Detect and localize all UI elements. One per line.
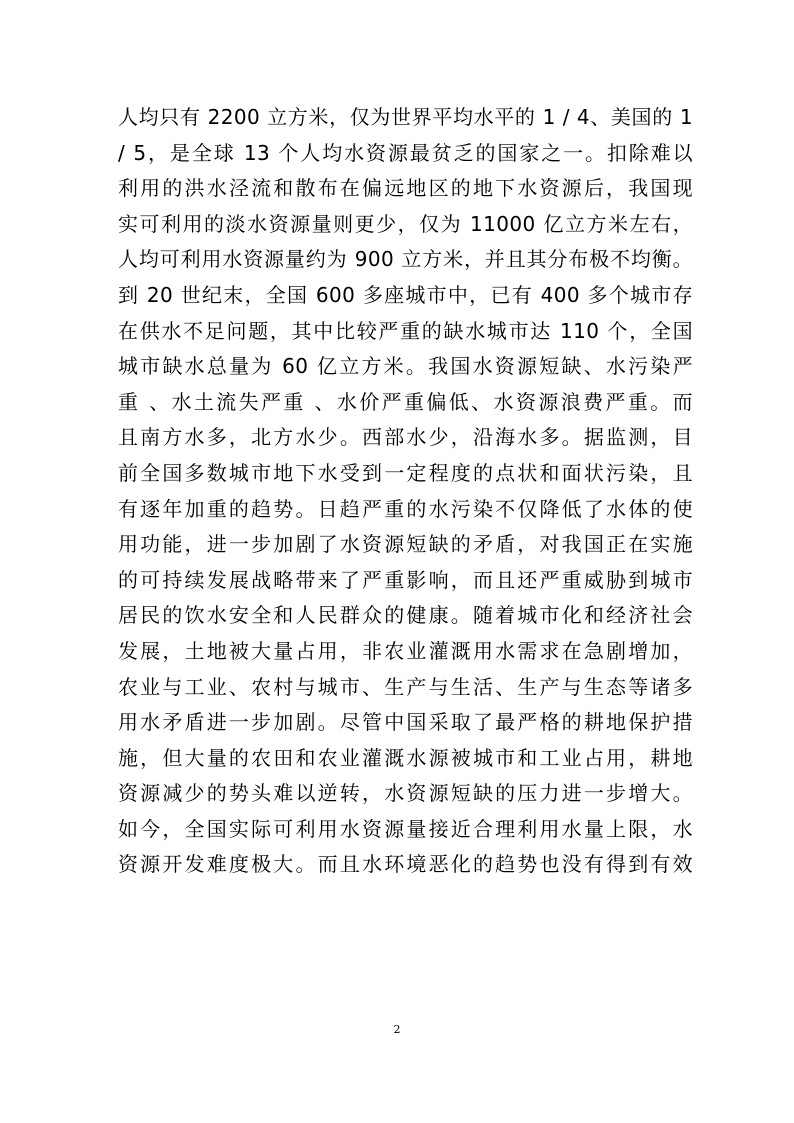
text-line: 人均只有 2200 立方米，仅为世界平均水平的 1 / 4、美国的 1	[118, 105, 693, 129]
text-line: 农业与工业、农村与城市、生产与生活、生产与生态等诸多	[118, 674, 693, 699]
text-line: 发展，土地被大量占用，非农业灌溉用水需求在急剧增加，	[118, 638, 693, 663]
text-line: 且南方水多，北方水少。西部水少，沿海水多。据监测，目	[118, 425, 693, 450]
text-line: 的可持续发展战略带来了严重影响，而且还严重威胁到城市	[118, 567, 693, 592]
page-number: 2	[393, 1023, 401, 1036]
text-line: 用功能，进一步加剧了水资源短缺的矛盾，对我国正在实施	[118, 532, 693, 557]
text-line: 资源开发难度极大。而且水环境恶化的趋势也没有得到有效	[118, 852, 693, 877]
text-line: 施，但大量的农田和农业灌溉水源被城市和工业占用，耕地	[118, 745, 693, 770]
text-line: 如今，全国实际可利用水资源量接近合理利用水量上限，水	[118, 816, 693, 841]
text-line: 有逐年加重的趋势。日趋严重的水污染不仅降低了水体的使	[118, 496, 693, 521]
text-line: 前全国多数城市地下水受到一定程度的点状和面状污染，且	[118, 460, 693, 485]
text-line: 重 、水土流失严重 、水价严重偏低、水资源浪费严重。而	[118, 389, 693, 414]
text-line: 城市缺水总量为 60 亿立方米。我国水资源短缺、水污染严	[118, 354, 693, 379]
body-text	[118, 100, 693, 883]
text-line: 居民的饮水安全和人民群众的健康。随着城市化和经济社会	[118, 603, 693, 628]
text-line: 到 20 世纪末，全国 600 多座城市中，已有 400 多个城市存	[118, 282, 693, 307]
text-line: 人均可利用水资源量约为 900 立方米，并且其分布极不均衡。	[118, 247, 693, 272]
text-line: 在供水不足问题，其中比较严重的缺水城市达 110 个，全国	[118, 318, 693, 343]
text-line: 资源减少的势头难以逆转，水资源短缺的压力进一步增大。	[118, 781, 693, 806]
text-line: 利用的洪水泾流和散布在偏远地区的地下水资源后，我国现	[118, 176, 693, 201]
text-line: / 5，是全球 13 个人均水资源最贫乏的国家之一。扣除难以	[118, 140, 693, 165]
text-line: 用水矛盾进一步加剧。尽管中国采取了最严格的耕地保护措	[118, 710, 693, 735]
text-line: 实可利用的淡水资源量则更少，仅为 11000 亿立方米左右，	[118, 211, 693, 236]
